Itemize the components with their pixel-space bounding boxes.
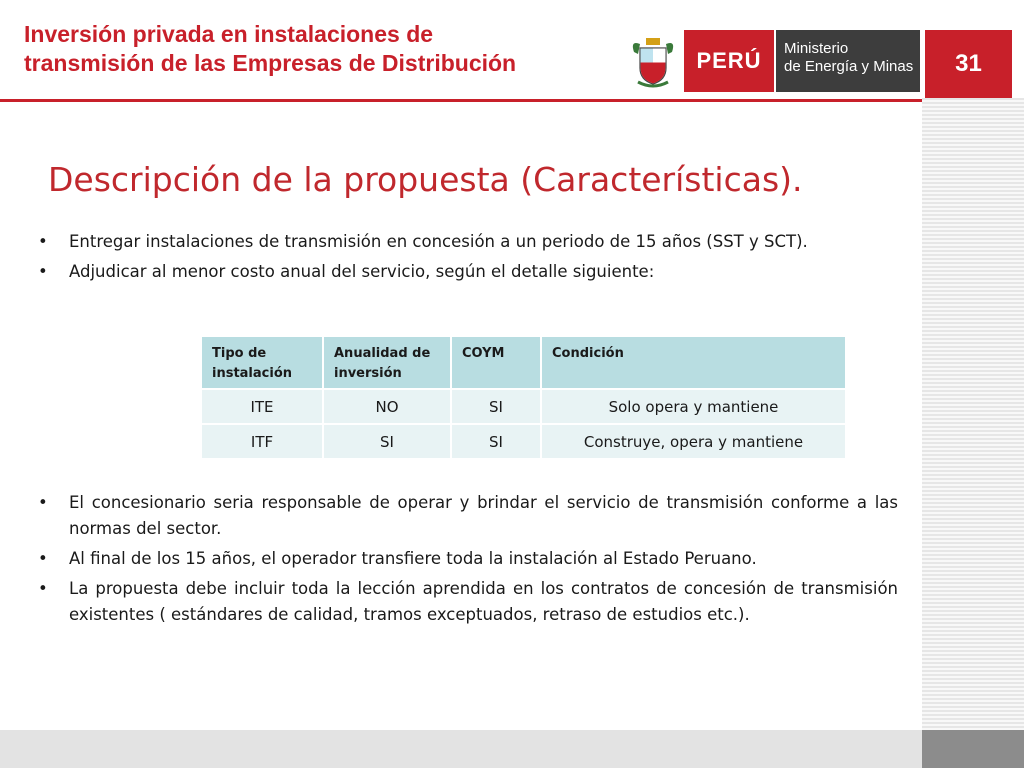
bullet-glyph: • — [38, 549, 48, 568]
ministry-logo — [620, 28, 920, 94]
bullet-list-bottom — [38, 490, 898, 632]
table-cell: SI — [451, 424, 541, 459]
table-cell: Construye, opera y mantiene — [541, 424, 846, 459]
header-divider — [0, 99, 922, 102]
table-row — [201, 424, 846, 459]
table-cell: Solo opera y mantiene — [541, 389, 846, 424]
header-title-line-1: Inversión privada en instalaciones de — [24, 21, 434, 47]
table-cell: ITF — [201, 424, 323, 459]
column-header: Tipo de instalación — [201, 336, 323, 389]
table-cell: SI — [451, 389, 541, 424]
slide-title: Descripción de la propuesta (Características). — [48, 160, 803, 199]
peru-text: PERÚ — [696, 48, 762, 73]
bullet-item: • Al final de los 15 años, el operador transfiere toda la instalación al Estado Peruano. — [38, 546, 898, 572]
decorative-side-stripes — [922, 98, 1024, 730]
bullet-item: • Adjudicar al menor costo anual del servicio, según el detalle siguiente: — [38, 259, 898, 285]
header-title-line-2: transmisión de las Empresas de Distribución — [24, 50, 517, 76]
ministry-name-box — [776, 30, 920, 92]
peru-coat-of-arms-icon — [628, 36, 678, 88]
bullet-item: • El concesionario seria responsable de operar y brindar el servicio de transmisión conforme a las normas del sector. — [38, 490, 898, 542]
bullet-glyph: • — [38, 232, 48, 251]
bullet-item: • Entregar instalaciones de transmisión en concesión a un periodo de 15 años (SST y SCT). — [38, 229, 898, 255]
installation-table — [200, 335, 847, 460]
ministry-line-2: de Energía y Minas — [784, 58, 914, 75]
header-title — [24, 20, 624, 78]
bullet-item: • La propuesta debe incluir toda la lección aprendida en los contratos de concesión de transmisión existentes ( estándares de calidad, tramos exceptuados, retraso de estudios etc.). — [38, 576, 898, 628]
page-number-box — [922, 30, 1012, 98]
table-cell: SI — [323, 424, 451, 459]
column-header: COYM — [451, 336, 541, 389]
footer-band-corner — [922, 730, 1024, 768]
table-cell: ITE — [201, 389, 323, 424]
column-header: Anualidad de inversión — [323, 336, 451, 389]
footer-band — [0, 730, 922, 768]
table-cell: NO — [323, 389, 451, 424]
bullet-glyph: • — [38, 262, 48, 281]
peru-brand-box — [684, 30, 774, 92]
column-header: Condición — [541, 336, 846, 389]
page-number: 31 — [955, 50, 982, 77]
bullet-glyph: • — [38, 493, 48, 512]
bullet-glyph: • — [38, 579, 48, 598]
table-row — [201, 389, 846, 424]
bullet-list-top — [38, 229, 898, 289]
ministry-line-1: Ministerio — [784, 40, 849, 57]
table-header-row — [201, 336, 846, 389]
